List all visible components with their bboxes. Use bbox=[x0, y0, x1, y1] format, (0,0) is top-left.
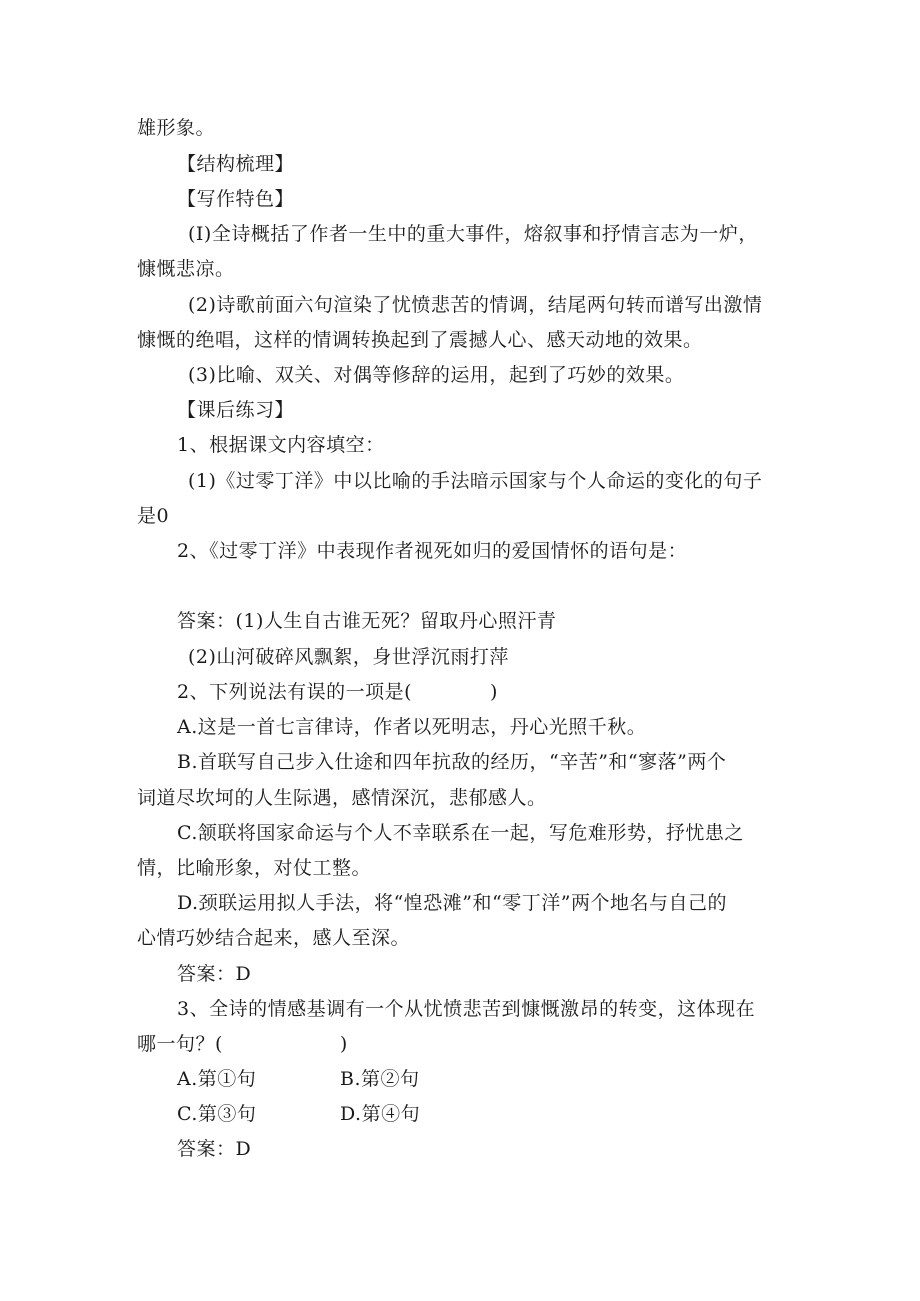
question-1-1-line-2: 是0 bbox=[137, 505, 170, 527]
answer-1-2-text: (2)山河破碎风飘絮，身世浮沉雨打萍 bbox=[188, 646, 509, 668]
question-2-option-c-line-1: C.颔联将国家命运与个人不幸联系在一起，写危难形势，抒忧患之 bbox=[177, 822, 744, 844]
question-1-1-line-1: (1)《过零丁洋》中以比喻的手法暗示国家与个人命运的变化的句子 bbox=[188, 470, 763, 492]
structure-heading: 【结构梳理】 bbox=[177, 153, 295, 175]
feature-2-line-2: 慷慨的绝唱，这样的情调转换起到了震撼人心、感天动地的效果。 bbox=[137, 329, 703, 351]
question-1-text: 1、根据课文内容填空： bbox=[177, 434, 385, 456]
feature-3-text: (3)比喻、双关、对偶等修辞的运用，起到了巧妙的效果。 bbox=[188, 364, 685, 386]
answer-1-1-text: 答案：(1)人生自古谁无死？留取丹心照汗青 bbox=[177, 610, 557, 632]
question-2-option-a: A.这是一首七言律诗，作者以死明志，丹心光照千秋。 bbox=[177, 716, 647, 738]
answer-2-text: 答案：D bbox=[177, 963, 252, 985]
feature-1-line-1: (I)全诗概括了作者一生中的重大事件，熔叙事和抒情言志为一炉， bbox=[188, 223, 758, 245]
question-2-option-d-line-2: 心情巧妙结合起来，感人至深。 bbox=[137, 927, 411, 949]
writing-features-heading: 【写作特色】 bbox=[177, 188, 295, 210]
question-3-option-b: B.第②句 bbox=[340, 1068, 420, 1090]
intro-tail-text: 雄形象。 bbox=[137, 117, 216, 139]
question-2-option-b-line-2: 词道尽坎坷的人生际遇，感情深沉，悲郁感人。 bbox=[137, 787, 547, 809]
question-2-option-d-line-1: D.颈联运用拟人手法，将“惶恐滩”和“零丁洋”两个地名与自己的 bbox=[177, 892, 727, 914]
question-2-option-c-line-2: 情，比喻形象，对仗工整。 bbox=[137, 857, 372, 879]
question-2-option-b-line-1: B.首联写自己步入仕途和四年抗敌的经历，“辛苦”和“寥落”两个 bbox=[177, 751, 727, 773]
question-3-option-d: D.第④句 bbox=[340, 1103, 421, 1125]
question-3-option-c: C.第③句 bbox=[177, 1103, 257, 1125]
question-3-option-a: A.第①句 bbox=[177, 1068, 257, 1090]
feature-1-line-2: 慷慨悲凉。 bbox=[137, 258, 235, 280]
question-3-line-2: 哪一句？( ) bbox=[137, 1033, 348, 1055]
exercise-heading: 【课后练习】 bbox=[177, 399, 295, 421]
question-3-line-1: 3、全诗的情感基调有一个从忧愤悲苦到慷慨激昂的转变，这体现在 bbox=[177, 998, 756, 1020]
feature-2-line-1: (2)诗歌前面六句渲染了忧愤悲苦的情调，结尾两句转而谱写出激情 bbox=[188, 294, 763, 316]
answer-3-text: 答案：D bbox=[177, 1138, 252, 1160]
question-2-text: 2、下列说法有误的一项是( ) bbox=[177, 681, 498, 703]
question-1-2-text: 2、《过零丁洋》中表现作者视死如归的爱国情怀的语句是： bbox=[177, 540, 688, 562]
